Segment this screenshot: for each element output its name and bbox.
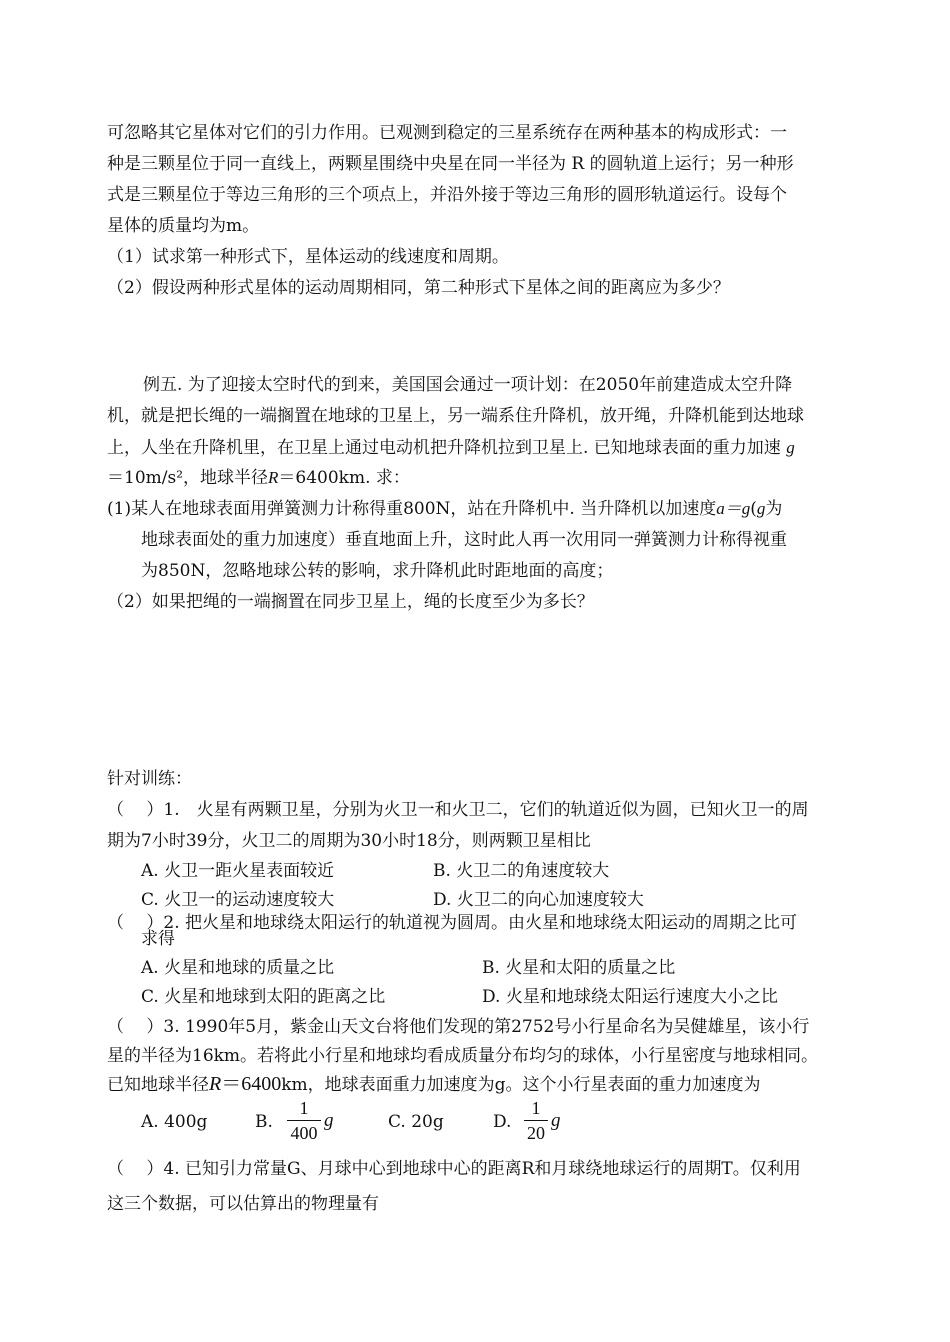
example5-acceleration-eq: a＝g [716,499,751,518]
example5-line-1: 例五. 为了迎接太空时代的到来，美国国会通过一项计划：在2050年前建造成太空升降 [143,375,793,395]
practice-3-option-b-label: B. [255,1112,273,1132]
practice-2-option-b: B. 火星和太阳的质量之比 [482,958,676,978]
practice-4-line-2: 这三个数据，可以估算出的物理量有 [107,1194,379,1214]
practice-3-option-d-g: g [551,1110,561,1131]
practice-2-line-1: （ ）2. 把火星和地球绕太阳运行的轨道视为圆周。由火星和地球绕太阳运动的周期之比可 [107,913,798,933]
practice-3-line-2: 星的半径为16km。若将此小行星和地球均看成质量分布均匀的球体，小行星密度与地球相同。 [107,1046,819,1066]
example5-line-4-b: ＝6400km. 求： [278,468,410,488]
example5-g2-symbol: g [756,499,766,518]
fraction-numerator: 1 [299,1098,309,1118]
example5-question-1-line-2: 地球表面处的重力加速度）垂直地面上升，这时此人再一次用同一弹簧测力计称得视重 [141,530,787,550]
practice-1-option-c: C. 火卫一的运动速度较大 [141,890,335,910]
example5-q1-tail: 为 [765,499,783,519]
practice-3-option-a: A. 400g [141,1112,208,1132]
practice-1-option-d: D. 火卫二的向心加速度较大 [433,890,644,910]
practice-4-line-1: （ ）4. 已知引力常量G、月球中心到地球中心的距离R和月球绕地球运行的周期T。仅利用 [107,1159,801,1179]
intro-line-1: 可忽略其它星体对它们的引力作用。已观测到稳定的三星系统存在两种基本的构成形式：一 [107,123,787,143]
intro-line-4: 星体的质量均为m。 [107,216,260,236]
example5-line-4-a: ＝10m/s²，地球半径 [107,468,269,488]
example5-line-3-text: 上，人坐在升降机里，在卫星上通过电动机把升降机拉到卫星上. 已知地球表面的重力加速 [107,438,781,458]
intro-question-1: （1）试求第一种形式下，星体运动的线速度和周期。 [107,247,509,267]
example5-R-symbol: R [268,468,279,487]
practice-3-option-d-label: D. [493,1112,512,1132]
practice-1-line-1: （ ）1. 火星有两颗卫星，分别为火卫一和火卫二，它们的轨道近似为圆，已知火卫一的周 [107,800,809,820]
practice-1-option-b: B. 火卫二的角速度较大 [433,861,610,881]
example5-q1-paren: ( [750,499,757,519]
practice-3-option-d-fraction [524,1097,548,1144]
fraction-denominator: 400 [290,1123,318,1143]
practice-1-line-2: 期为7小时39分，火卫二的周期为30小时18分，则两颗卫星相比 [107,831,591,851]
practice-heading: 针对训练： [107,769,192,789]
practice-3-line-3-a: 已知地球半径 [107,1075,209,1095]
practice-3-option-b-fraction [287,1097,321,1144]
fraction-bar [524,1120,548,1121]
example5-line-4 [107,466,410,490]
example5-line-2: 机，就是把长绳的一端搁置在地球的卫星上，另一端系住升降机，放开绳，升降机能到达地球 [107,406,804,426]
practice-2-line-2: 求得 [141,929,175,949]
example5-g-symbol: g [786,438,795,457]
fraction-numerator: 1 [531,1098,541,1118]
intro-line-2: 种是三颗星位于同一直线上，两颗星围绕中央星在同一半径为 R 的圆轨道上运行；另一种形 [107,154,794,174]
example5-q1-a: (1)某人在地球表面用弹簧测力计称得重800N，站在升降机中. 当升降机以加速度 [107,499,717,519]
example5-question-1-line-1 [107,497,782,521]
practice-3-radius-value: ＝6400 [221,1073,282,1095]
practice-3-line-3-b: km，地球表面重力加速度为g。这个小行星表面的重力加速度为 [281,1075,761,1095]
practice-3-option-b-g: g [324,1110,334,1131]
practice-2-option-a: A. 火星和地球的质量之比 [141,958,335,978]
intro-question-2: （2）假设两种形式星体的运动周期相同，第二种形式下星体之间的距离应为多少？ [107,278,730,298]
practice-3-line-3 [107,1072,761,1097]
practice-3-R-symbol: R [209,1073,222,1095]
fraction-bar [287,1120,321,1121]
example5-question-1-line-3: 为850N，忽略地球公转的影响，求升降机此时距地面的高度； [141,561,614,581]
fraction-denominator: 20 [527,1123,545,1143]
practice-3-option-c: C. 20g [388,1112,444,1132]
practice-1-option-a: A. 火卫一距火星表面较近 [141,861,335,881]
intro-line-3: 式是三颗星位于等边三角形的三个项点上，并沿外接于等边三角形的圆形轨道运行。设每个 [107,185,787,205]
example5-line-3 [107,436,795,460]
practice-2-option-c: C. 火星和地球到太阳的距离之比 [141,987,386,1007]
example5-question-2: （2）如果把绳的一端搁置在同步卫星上，绳的长度至少为多长？ [107,592,594,612]
practice-3-line-1: （ ）3. 1990年5月，紫金山天文台将他们发现的第2752号小行星命名为吴健雄星，该小行 [107,1017,810,1037]
practice-2-option-d: D. 火星和地球绕太阳运行速度大小之比 [482,987,778,1007]
